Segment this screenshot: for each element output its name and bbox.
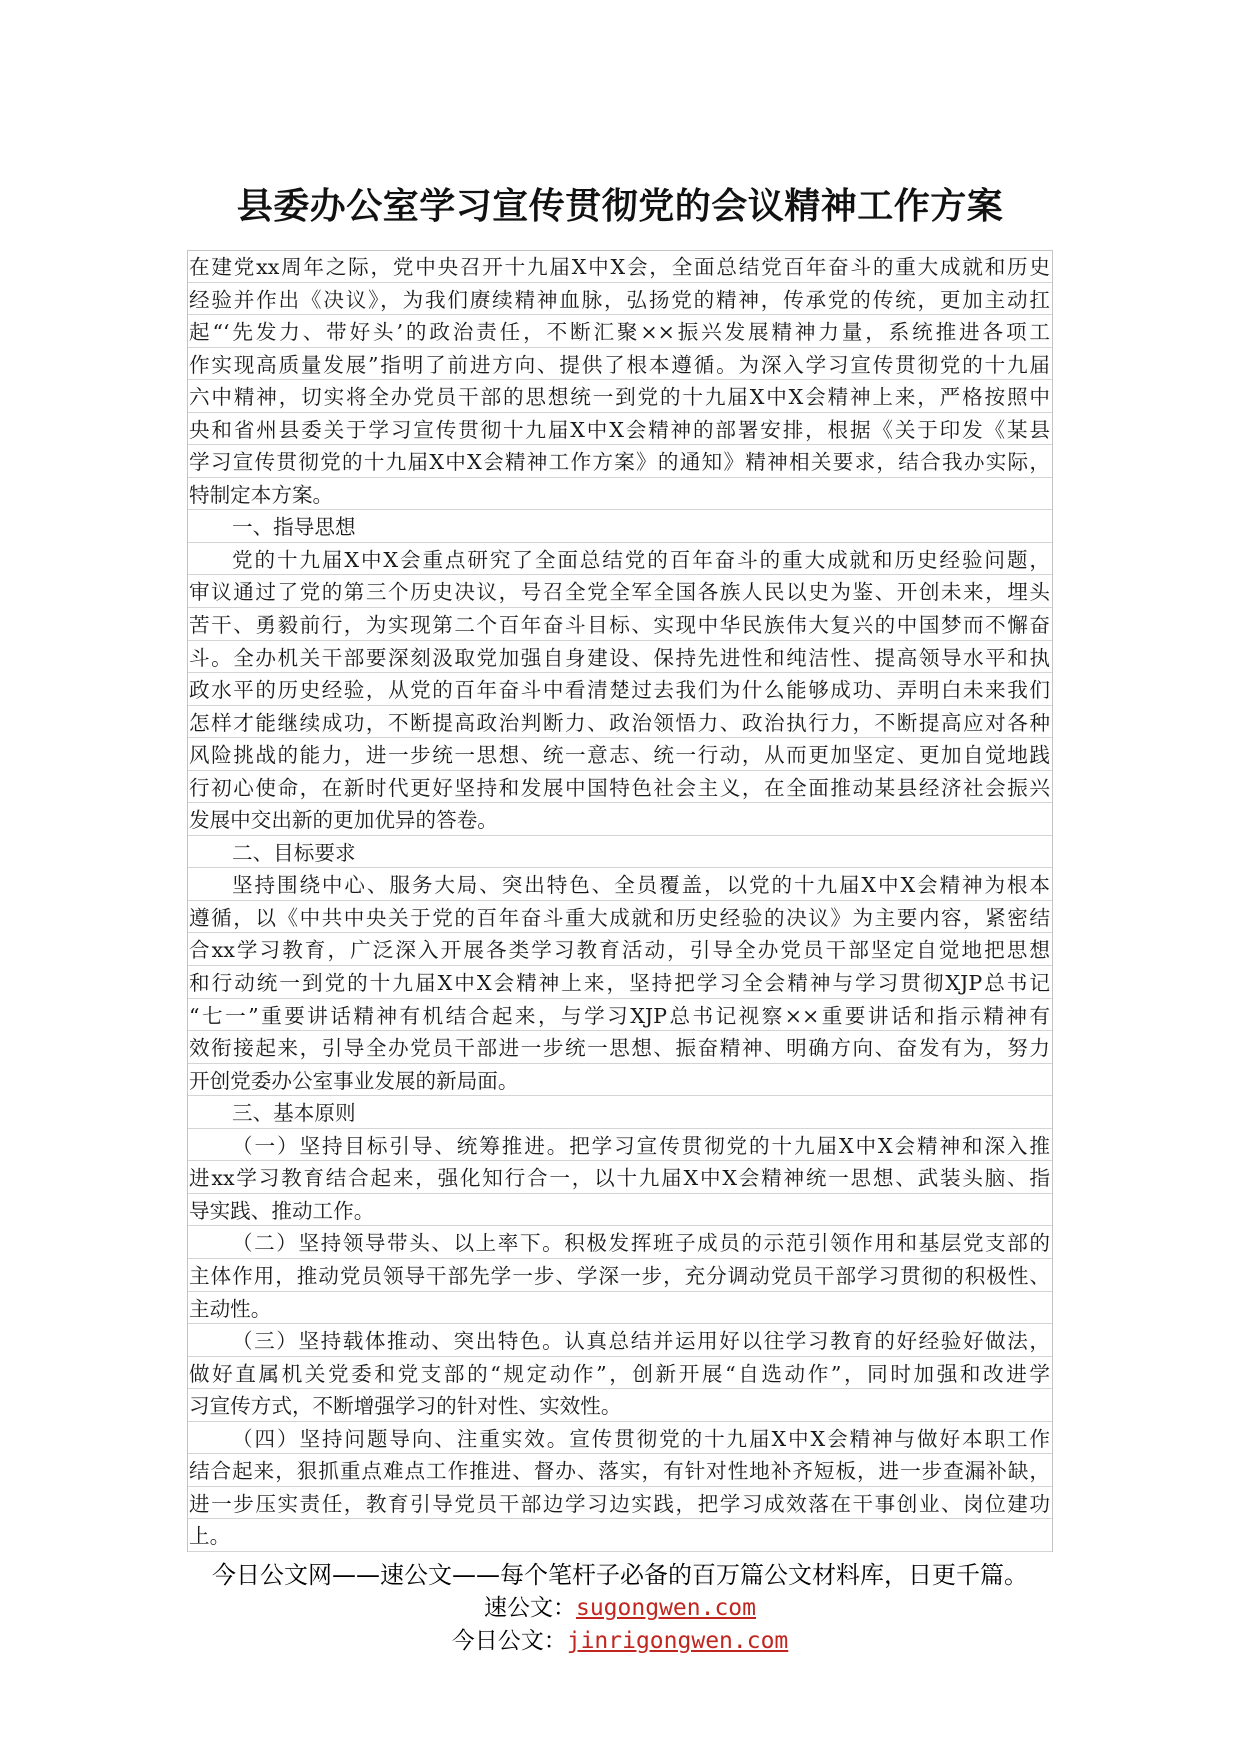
paragraph-line: “七一”重要讲话精神有机结合起来，与学习XJP总书记视察××重要讲话和指示精神有 [188,1000,1052,1033]
paragraph-line: 苦干、勇毅前行，为实现第二个百年奋斗目标、实现中华民族伟大复兴的中国梦而不懈奋 [188,609,1052,642]
paragraph-line: 进一步压实责任，教育引导党员干部边学习边实践，把学习成效落在干事创业、岗位建功 [188,1488,1052,1521]
jinrigongwen-link[interactable]: jinrigongwen.com [566,1628,789,1654]
paragraph-line: 特制定本方案。 [188,479,1052,512]
paragraph-line: 政水平的历史经验，从党的百年奋斗中看清楚过去我们为什么能够成功、弄明白未来我们 [188,674,1052,707]
section-heading: 一、指导思想 [188,511,1052,544]
paragraph-line: 效衔接起来，引导全办党员干部进一步统一思想、振奋精神、明确方向、奋发有为，努力 [188,1032,1052,1065]
paragraph-line: 开创党委办公室事业发展的新局面。 [188,1065,1052,1098]
paragraph-line: 做好直属机关党委和党支部的“规定动作”，创新开展“自选动作”，同时加强和改进学 [188,1358,1052,1391]
paragraph-line: （一）坚持目标引导、统筹推进。把学习宣传贯彻党的十九届X中X会精神和深入推 [188,1130,1052,1163]
footer-label-1: 速公文： [483,1595,576,1621]
footer-slogan: 今日公文网——速公文——每个笔杆子必备的百万篇公文材料库，日更千篇。 [212,1561,1028,1589]
paragraph-line: 六中精神，切实将全办党员干部的思想统一到党的十九届X中X会精神上来，严格按照中 [188,381,1052,414]
paragraph-line: 主动性。 [188,1293,1052,1326]
paragraph-line: 发展中交出新的更加优异的答卷。 [188,804,1052,837]
section-heading: 二、目标要求 [188,837,1052,870]
paragraph-line: （二）坚持领导带头、以上率下。积极发挥班子成员的示范引领作用和基层党支部的 [188,1227,1052,1260]
paragraph-line: 上。 [188,1520,1052,1553]
paragraph-line: 起“‘先发力、带好头’的政治责任，不断汇聚××振兴发展精神力量，系统推进各项工 [188,316,1052,349]
paragraph-line: 遵循，以《中共中央关于党的百年奋斗重大成就和历史经验的决议》为主要内容，紧密结 [188,902,1052,935]
paragraph-line: 习宣传方式，不断增强学习的针对性、实效性。 [188,1390,1052,1423]
paragraph-line: 导实践、推动工作。 [188,1195,1052,1228]
section-heading: 三、基本原则 [188,1097,1052,1130]
paragraph-line: 坚持围绕中心、服务大局、突出特色、全员覆盖，以党的十九届X中X会精神为根本 [188,869,1052,902]
paragraph-line: 在建党xx周年之际，党中央召开十九届X中X会，全面总结党百年奋斗的重大成就和历史 [188,251,1052,284]
document-body [187,250,1053,1552]
paragraph-line: 经验并作出《决议》，为我们赓续精神血脉，弘扬党的精神，传承党的传统，更加主动扛 [188,284,1052,317]
paragraph-line: 怎样才能继续成功，不断提高政治判断力、政治领悟力、政治执行力，不断提高应对各种 [188,707,1052,740]
paragraph-line: 风险挑战的能力，进一步统一思想、统一意志、统一行动，从而更加坚定、更加自觉地践 [188,739,1052,772]
footer-label-2: 今日公文： [451,1628,567,1654]
paragraph-line: 合xx学习教育，广泛深入开展各类学习教育活动，引导全办党员干部坚定自觉地把思想 [188,934,1052,967]
paragraph-line: 斗。全办机关干部要深刻汲取党加强自身建设、保持先进性和纯洁性、提高领导水平和执 [188,642,1052,675]
sugongwen-link[interactable]: sugongwen.com [575,1595,756,1621]
paragraph-line: 央和省州县委关于学习宣传贯彻十九届X中X会精神的部署安排，根据《关于印发《某县 [188,414,1052,447]
paragraph-line: 学习宣传贯彻党的十九届X中X会精神工作方案》的通知》精神相关要求，结合我办实际， [188,446,1052,479]
paragraph-line: 进xx学习教育结合起来，强化知行合一，以十九届X中X会精神统一思想、武装头脑、指 [188,1162,1052,1195]
paragraph-line: 作实现高质量发展”指明了前进方向、提供了根本遵循。为深入学习宣传贯彻党的十九届 [188,349,1052,382]
paragraph-line: 党的十九届X中X会重点研究了全面总结党的百年奋斗的重大成就和历史经验问题， [188,544,1052,577]
paragraph-line: 审议通过了党的第三个历史决议，号召全党全军全国各族人民以史为鉴、开创未来，埋头 [188,576,1052,609]
footer-link-line-1 [0,1589,1240,1622]
footer-link-line-2 [0,1622,1240,1655]
paragraph-line: 结合起来，狠抓重点难点工作推进、督办、落实，有针对性地补齐短板，进一步查漏补缺， [188,1455,1052,1488]
document-title: 县委办公室学习宣传贯彻党的会议精神工作方案 [236,185,1004,227]
paragraph-line: 行初心使命，在新时代更好坚持和发展中国特色社会主义，在全面推动某县经济社会振兴 [188,772,1052,805]
paragraph-line: 主体作用，推动党员领导干部先学一步、学深一步，充分调动党员干部学习贯彻的积极性、 [188,1260,1052,1293]
paragraph-line: 和行动统一到党的十九届X中X会精神上来，坚持把学习全会精神与学习贯彻XJP总书记 [188,967,1052,1000]
paragraph-line: （三）坚持载体推动、突出特色。认真总结并运用好以往学习教育的好经验好做法， [188,1325,1052,1358]
paragraph-line: （四）坚持问题导向、注重实效。宣传贯彻党的十九届X中X会精神与做好本职工作 [188,1423,1052,1456]
